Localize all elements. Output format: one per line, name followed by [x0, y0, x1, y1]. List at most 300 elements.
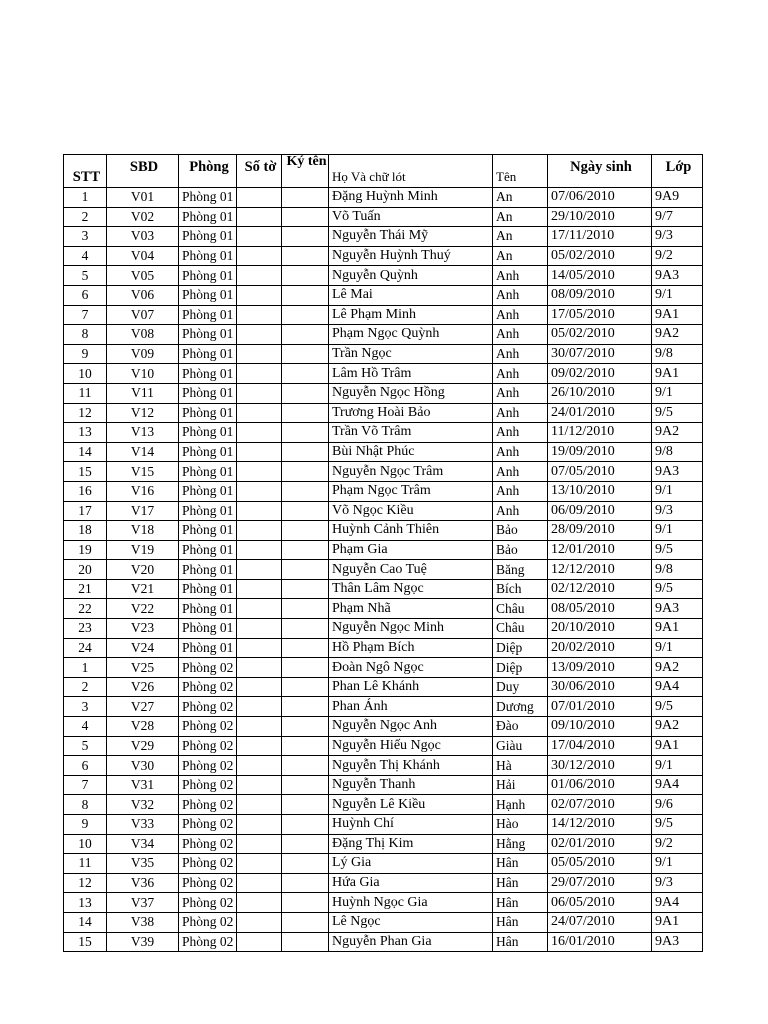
- cell-ngay-sinh: 14/05/2010: [548, 266, 652, 286]
- cell-so-to: [237, 658, 282, 678]
- cell-lop: 9A3: [652, 932, 703, 952]
- cell-lop: 9/6: [652, 795, 703, 815]
- cell-so-to: [237, 383, 282, 403]
- cell-lop: 9/3: [652, 501, 703, 521]
- cell-stt: 11: [64, 383, 107, 403]
- cell-phong: Phòng 02: [179, 912, 237, 932]
- cell-sbd: V33: [107, 815, 179, 835]
- cell-ten: Hân: [493, 932, 548, 952]
- cell-ten: Anh: [493, 325, 548, 345]
- cell-stt: 3: [64, 697, 107, 717]
- cell-ngay-sinh: 16/01/2010: [548, 932, 652, 952]
- cell-phong: Phòng 01: [179, 560, 237, 580]
- cell-ngay-sinh: 12/12/2010: [548, 560, 652, 580]
- cell-ky-ten: [282, 442, 329, 462]
- cell-ky-ten: [282, 305, 329, 325]
- cell-so-to: [237, 188, 282, 208]
- cell-lop: 9/1: [652, 854, 703, 874]
- cell-stt: 1: [64, 658, 107, 678]
- cell-so-to: [237, 246, 282, 266]
- table-row: [64, 501, 703, 521]
- cell-ho-va-chu-lot: Phạm Ngọc Quỳnh: [329, 325, 493, 345]
- cell-sbd: V32: [107, 795, 179, 815]
- header-stt: STT: [64, 155, 107, 188]
- cell-sbd: V24: [107, 638, 179, 658]
- cell-ten: An: [493, 188, 548, 208]
- cell-stt: 5: [64, 736, 107, 756]
- cell-phong: Phòng 01: [179, 403, 237, 423]
- cell-lop: 9/1: [652, 383, 703, 403]
- cell-ten: Anh: [493, 266, 548, 286]
- cell-stt: 13: [64, 893, 107, 913]
- cell-sbd: V17: [107, 501, 179, 521]
- cell-ho-va-chu-lot: Đặng Huỳnh Minh: [329, 188, 493, 208]
- cell-so-to: [237, 501, 282, 521]
- cell-so-to: [237, 227, 282, 247]
- cell-ho-va-chu-lot: Nguyễn Lê Kiều: [329, 795, 493, 815]
- cell-ky-ten: [282, 540, 329, 560]
- cell-ngay-sinh: 30/06/2010: [548, 677, 652, 697]
- cell-ten: Giàu: [493, 736, 548, 756]
- table-row: [64, 325, 703, 345]
- cell-sbd: V01: [107, 188, 179, 208]
- cell-sbd: V20: [107, 560, 179, 580]
- table-row: [64, 815, 703, 835]
- cell-sbd: V27: [107, 697, 179, 717]
- cell-lop: 9/2: [652, 246, 703, 266]
- cell-ten: Duy: [493, 677, 548, 697]
- cell-ngay-sinh: 08/05/2010: [548, 599, 652, 619]
- cell-so-to: [237, 207, 282, 227]
- cell-ten: Anh: [493, 481, 548, 501]
- cell-ngay-sinh: 08/09/2010: [548, 285, 652, 305]
- table-row: [64, 442, 703, 462]
- cell-ten: Hân: [493, 873, 548, 893]
- cell-lop: 9A2: [652, 325, 703, 345]
- cell-ho-va-chu-lot: Bùi Nhật Phúc: [329, 442, 493, 462]
- cell-stt: 17: [64, 501, 107, 521]
- cell-ho-va-chu-lot: Lê Phạm Minh: [329, 305, 493, 325]
- cell-ngay-sinh: 20/10/2010: [548, 619, 652, 639]
- header-phong: Phòng: [179, 155, 237, 188]
- cell-ho-va-chu-lot: Phan Lê Khánh: [329, 677, 493, 697]
- cell-ky-ten: [282, 834, 329, 854]
- cell-sbd: V22: [107, 599, 179, 619]
- cell-ho-va-chu-lot: Huỳnh Cảnh Thiên: [329, 521, 493, 541]
- cell-ngay-sinh: 02/01/2010: [548, 834, 652, 854]
- cell-stt: 4: [64, 246, 107, 266]
- cell-lop: 9/1: [652, 481, 703, 501]
- cell-lop: 9A3: [652, 599, 703, 619]
- cell-ngay-sinh: 07/01/2010: [548, 697, 652, 717]
- cell-sbd: V25: [107, 658, 179, 678]
- cell-ho-va-chu-lot: Đặng Thị Kim: [329, 834, 493, 854]
- cell-phong: Phòng 01: [179, 344, 237, 364]
- table-row: [64, 736, 703, 756]
- table-row: [64, 932, 703, 952]
- cell-stt: 8: [64, 325, 107, 345]
- cell-stt: 7: [64, 775, 107, 795]
- table-row: [64, 344, 703, 364]
- cell-so-to: [237, 403, 282, 423]
- cell-ngay-sinh: 20/02/2010: [548, 638, 652, 658]
- cell-sbd: V34: [107, 834, 179, 854]
- cell-ngay-sinh: 29/07/2010: [548, 873, 652, 893]
- table-row: [64, 717, 703, 737]
- cell-ten: Hân: [493, 854, 548, 874]
- cell-ngay-sinh: 30/12/2010: [548, 756, 652, 776]
- table-row: [64, 854, 703, 874]
- cell-lop: 9/5: [652, 815, 703, 835]
- cell-phong: Phòng 01: [179, 266, 237, 286]
- cell-lop: 9A3: [652, 266, 703, 286]
- cell-sbd: V37: [107, 893, 179, 913]
- header-ky-ten: Ký tên: [282, 155, 329, 188]
- cell-phong: Phòng 02: [179, 873, 237, 893]
- cell-so-to: [237, 599, 282, 619]
- table-row: [64, 540, 703, 560]
- cell-ngay-sinh: 11/12/2010: [548, 423, 652, 443]
- table-row: [64, 756, 703, 776]
- cell-sbd: V38: [107, 912, 179, 932]
- cell-stt: 22: [64, 599, 107, 619]
- cell-stt: 8: [64, 795, 107, 815]
- cell-ky-ten: [282, 697, 329, 717]
- cell-lop: 9/8: [652, 442, 703, 462]
- cell-ky-ten: [282, 854, 329, 874]
- cell-ngay-sinh: 09/10/2010: [548, 717, 652, 737]
- cell-stt: 18: [64, 521, 107, 541]
- header-ngay-sinh: Ngày sinh: [548, 155, 652, 188]
- cell-ten: Dương: [493, 697, 548, 717]
- cell-ho-va-chu-lot: Trương Hoài Bảo: [329, 403, 493, 423]
- cell-phong: Phòng 01: [179, 579, 237, 599]
- cell-sbd: V30: [107, 756, 179, 776]
- cell-ngay-sinh: 13/09/2010: [548, 658, 652, 678]
- cell-lop: 9/1: [652, 756, 703, 776]
- cell-phong: Phòng 01: [179, 442, 237, 462]
- table-row: [64, 873, 703, 893]
- cell-lop: 9/1: [652, 285, 703, 305]
- cell-stt: 23: [64, 619, 107, 639]
- cell-so-to: [237, 756, 282, 776]
- cell-ten: Anh: [493, 364, 548, 384]
- cell-ho-va-chu-lot: Hứa Gia: [329, 873, 493, 893]
- cell-lop: 9/3: [652, 227, 703, 247]
- cell-lop: 9/5: [652, 403, 703, 423]
- cell-so-to: [237, 795, 282, 815]
- header-row: [64, 155, 703, 188]
- cell-lop: 9A1: [652, 619, 703, 639]
- cell-ky-ten: [282, 775, 329, 795]
- table-row: [64, 560, 703, 580]
- cell-ky-ten: [282, 344, 329, 364]
- cell-lop: 9A2: [652, 423, 703, 443]
- cell-so-to: [237, 579, 282, 599]
- cell-ho-va-chu-lot: Nguyễn Quỳnh: [329, 266, 493, 286]
- cell-sbd: V29: [107, 736, 179, 756]
- cell-lop: 9/1: [652, 638, 703, 658]
- cell-ten: Bích: [493, 579, 548, 599]
- cell-so-to: [237, 834, 282, 854]
- cell-stt: 20: [64, 560, 107, 580]
- cell-ky-ten: [282, 227, 329, 247]
- cell-ngay-sinh: 05/02/2010: [548, 246, 652, 266]
- cell-so-to: [237, 736, 282, 756]
- cell-phong: Phòng 02: [179, 658, 237, 678]
- cell-phong: Phòng 01: [179, 305, 237, 325]
- cell-ky-ten: [282, 285, 329, 305]
- cell-sbd: V19: [107, 540, 179, 560]
- cell-stt: 21: [64, 579, 107, 599]
- header-ho-va-chu-lot: Họ Và chữ lót: [329, 155, 493, 188]
- cell-ngay-sinh: 12/01/2010: [548, 540, 652, 560]
- cell-phong: Phòng 01: [179, 246, 237, 266]
- cell-ngay-sinh: 14/12/2010: [548, 815, 652, 835]
- table-row: [64, 834, 703, 854]
- cell-phong: Phòng 01: [179, 207, 237, 227]
- cell-ho-va-chu-lot: Võ Ngọc Kiều: [329, 501, 493, 521]
- cell-so-to: [237, 540, 282, 560]
- cell-phong: Phòng 02: [179, 815, 237, 835]
- cell-phong: Phòng 02: [179, 932, 237, 952]
- cell-sbd: V36: [107, 873, 179, 893]
- cell-ten: Anh: [493, 442, 548, 462]
- cell-ngay-sinh: 17/04/2010: [548, 736, 652, 756]
- cell-ngay-sinh: 01/06/2010: [548, 775, 652, 795]
- cell-stt: 1: [64, 188, 107, 208]
- cell-ten: Hào: [493, 815, 548, 835]
- cell-so-to: [237, 932, 282, 952]
- cell-ten: An: [493, 207, 548, 227]
- cell-stt: 16: [64, 481, 107, 501]
- cell-phong: Phòng 02: [179, 795, 237, 815]
- cell-ngay-sinh: 05/02/2010: [548, 325, 652, 345]
- cell-stt: 2: [64, 677, 107, 697]
- cell-phong: Phòng 01: [179, 599, 237, 619]
- table-row: [64, 403, 703, 423]
- cell-sbd: V14: [107, 442, 179, 462]
- cell-sbd: V39: [107, 932, 179, 952]
- cell-ngay-sinh: 09/02/2010: [548, 364, 652, 384]
- cell-lop: 9/8: [652, 344, 703, 364]
- cell-so-to: [237, 423, 282, 443]
- cell-ten: Diệp: [493, 638, 548, 658]
- cell-ky-ten: [282, 736, 329, 756]
- cell-lop: 9A1: [652, 912, 703, 932]
- cell-stt: 10: [64, 364, 107, 384]
- cell-sbd: V31: [107, 775, 179, 795]
- table-row: [64, 481, 703, 501]
- header-sbd: SBD: [107, 155, 179, 188]
- cell-sbd: V06: [107, 285, 179, 305]
- table-row: [64, 423, 703, 443]
- cell-so-to: [237, 462, 282, 482]
- cell-ten: Đào: [493, 717, 548, 737]
- table-row: [64, 775, 703, 795]
- cell-stt: 5: [64, 266, 107, 286]
- cell-so-to: [237, 344, 282, 364]
- cell-ten: Anh: [493, 285, 548, 305]
- cell-ky-ten: [282, 717, 329, 737]
- cell-ten: Bảo: [493, 540, 548, 560]
- cell-ngay-sinh: 13/10/2010: [548, 481, 652, 501]
- cell-ho-va-chu-lot: Huỳnh Ngọc Gia: [329, 893, 493, 913]
- cell-ten: Hân: [493, 912, 548, 932]
- cell-stt: 12: [64, 873, 107, 893]
- cell-so-to: [237, 815, 282, 835]
- table-row: [64, 383, 703, 403]
- cell-ky-ten: [282, 893, 329, 913]
- cell-lop: 9/5: [652, 540, 703, 560]
- cell-ho-va-chu-lot: Lý Gia: [329, 854, 493, 874]
- cell-ho-va-chu-lot: Phan Ánh: [329, 697, 493, 717]
- cell-ngay-sinh: 24/01/2010: [548, 403, 652, 423]
- cell-stt: 15: [64, 932, 107, 952]
- cell-sbd: V09: [107, 344, 179, 364]
- cell-stt: 9: [64, 344, 107, 364]
- cell-so-to: [237, 893, 282, 913]
- table-row: [64, 246, 703, 266]
- cell-phong: Phòng 01: [179, 285, 237, 305]
- cell-phong: Phòng 01: [179, 423, 237, 443]
- cell-ky-ten: [282, 246, 329, 266]
- cell-stt: 7: [64, 305, 107, 325]
- cell-ho-va-chu-lot: Huỳnh Chí: [329, 815, 493, 835]
- cell-ten: Hằng: [493, 834, 548, 854]
- cell-sbd: V28: [107, 717, 179, 737]
- cell-sbd: V03: [107, 227, 179, 247]
- cell-ky-ten: [282, 658, 329, 678]
- cell-ho-va-chu-lot: Nguyễn Hiếu Ngọc: [329, 736, 493, 756]
- header-lop: Lớp: [652, 155, 703, 188]
- cell-so-to: [237, 619, 282, 639]
- cell-ten: Anh: [493, 344, 548, 364]
- cell-stt: 12: [64, 403, 107, 423]
- cell-lop: 9A3: [652, 462, 703, 482]
- cell-ho-va-chu-lot: Lê Ngọc: [329, 912, 493, 932]
- cell-stt: 6: [64, 285, 107, 305]
- cell-ho-va-chu-lot: Phạm Gia: [329, 540, 493, 560]
- candidate-list-table: [63, 154, 703, 952]
- cell-so-to: [237, 364, 282, 384]
- cell-ten: Hà: [493, 756, 548, 776]
- cell-ho-va-chu-lot: Thân Lâm Ngọc: [329, 579, 493, 599]
- cell-so-to: [237, 638, 282, 658]
- cell-phong: Phòng 02: [179, 775, 237, 795]
- cell-sbd: V23: [107, 619, 179, 639]
- cell-ho-va-chu-lot: Nguyễn Thái Mỹ: [329, 227, 493, 247]
- cell-ky-ten: [282, 932, 329, 952]
- cell-lop: 9/3: [652, 873, 703, 893]
- table-row: [64, 207, 703, 227]
- cell-ngay-sinh: 17/11/2010: [548, 227, 652, 247]
- table-row: [64, 912, 703, 932]
- cell-ho-va-chu-lot: Nguyễn Phan Gia: [329, 932, 493, 952]
- cell-ho-va-chu-lot: Võ Tuấn: [329, 207, 493, 227]
- cell-ky-ten: [282, 383, 329, 403]
- cell-stt: 11: [64, 854, 107, 874]
- cell-ho-va-chu-lot: Lê Mai: [329, 285, 493, 305]
- cell-ten: Anh: [493, 403, 548, 423]
- cell-lop: 9A4: [652, 677, 703, 697]
- cell-phong: Phòng 01: [179, 638, 237, 658]
- cell-ho-va-chu-lot: Nguyễn Huỳnh Thuý: [329, 246, 493, 266]
- cell-so-to: [237, 677, 282, 697]
- cell-ky-ten: [282, 912, 329, 932]
- cell-phong: Phòng 01: [179, 325, 237, 345]
- cell-stt: 13: [64, 423, 107, 443]
- table-body: [64, 188, 703, 952]
- cell-ky-ten: [282, 579, 329, 599]
- cell-sbd: V16: [107, 481, 179, 501]
- cell-ho-va-chu-lot: Đoàn Ngô Ngọc: [329, 658, 493, 678]
- cell-ho-va-chu-lot: Phạm Nhã: [329, 599, 493, 619]
- table-row: [64, 697, 703, 717]
- cell-ho-va-chu-lot: Trần Ngọc: [329, 344, 493, 364]
- cell-phong: Phòng 02: [179, 677, 237, 697]
- cell-stt: 24: [64, 638, 107, 658]
- cell-lop: 9A4: [652, 893, 703, 913]
- cell-phong: Phòng 01: [179, 364, 237, 384]
- cell-ten: Anh: [493, 501, 548, 521]
- cell-ky-ten: [282, 364, 329, 384]
- cell-ten: Bảo: [493, 521, 548, 541]
- cell-so-to: [237, 325, 282, 345]
- header-ten: Tên: [493, 155, 548, 188]
- cell-ten: Anh: [493, 462, 548, 482]
- cell-ngay-sinh: 17/05/2010: [548, 305, 652, 325]
- cell-sbd: V08: [107, 325, 179, 345]
- cell-ky-ten: [282, 188, 329, 208]
- cell-ten: Hân: [493, 893, 548, 913]
- cell-ky-ten: [282, 462, 329, 482]
- cell-lop: 9A1: [652, 736, 703, 756]
- cell-ngay-sinh: 07/05/2010: [548, 462, 652, 482]
- cell-lop: 9/5: [652, 579, 703, 599]
- cell-so-to: [237, 717, 282, 737]
- cell-phong: Phòng 02: [179, 854, 237, 874]
- cell-stt: 2: [64, 207, 107, 227]
- cell-ho-va-chu-lot: Phạm Ngọc Trâm: [329, 481, 493, 501]
- cell-stt: 3: [64, 227, 107, 247]
- cell-so-to: [237, 305, 282, 325]
- cell-lop: 9A2: [652, 717, 703, 737]
- cell-sbd: V10: [107, 364, 179, 384]
- cell-ngay-sinh: 19/09/2010: [548, 442, 652, 462]
- cell-ho-va-chu-lot: Nguyễn Ngọc Hồng: [329, 383, 493, 403]
- table-row: [64, 599, 703, 619]
- cell-sbd: V07: [107, 305, 179, 325]
- table-row: [64, 521, 703, 541]
- cell-ho-va-chu-lot: Lâm Hồ Trâm: [329, 364, 493, 384]
- cell-so-to: [237, 521, 282, 541]
- cell-phong: Phòng 02: [179, 717, 237, 737]
- table-row: [64, 677, 703, 697]
- cell-ky-ten: [282, 266, 329, 286]
- table-row: [64, 795, 703, 815]
- cell-phong: Phòng 01: [179, 227, 237, 247]
- cell-ho-va-chu-lot: Trần Võ Trâm: [329, 423, 493, 443]
- table-row: [64, 462, 703, 482]
- cell-sbd: V35: [107, 854, 179, 874]
- cell-ngay-sinh: 28/09/2010: [548, 521, 652, 541]
- cell-phong: Phòng 02: [179, 756, 237, 776]
- cell-ky-ten: [282, 756, 329, 776]
- cell-sbd: V15: [107, 462, 179, 482]
- cell-ho-va-chu-lot: Nguyễn Ngọc Minh: [329, 619, 493, 639]
- cell-phong: Phòng 02: [179, 736, 237, 756]
